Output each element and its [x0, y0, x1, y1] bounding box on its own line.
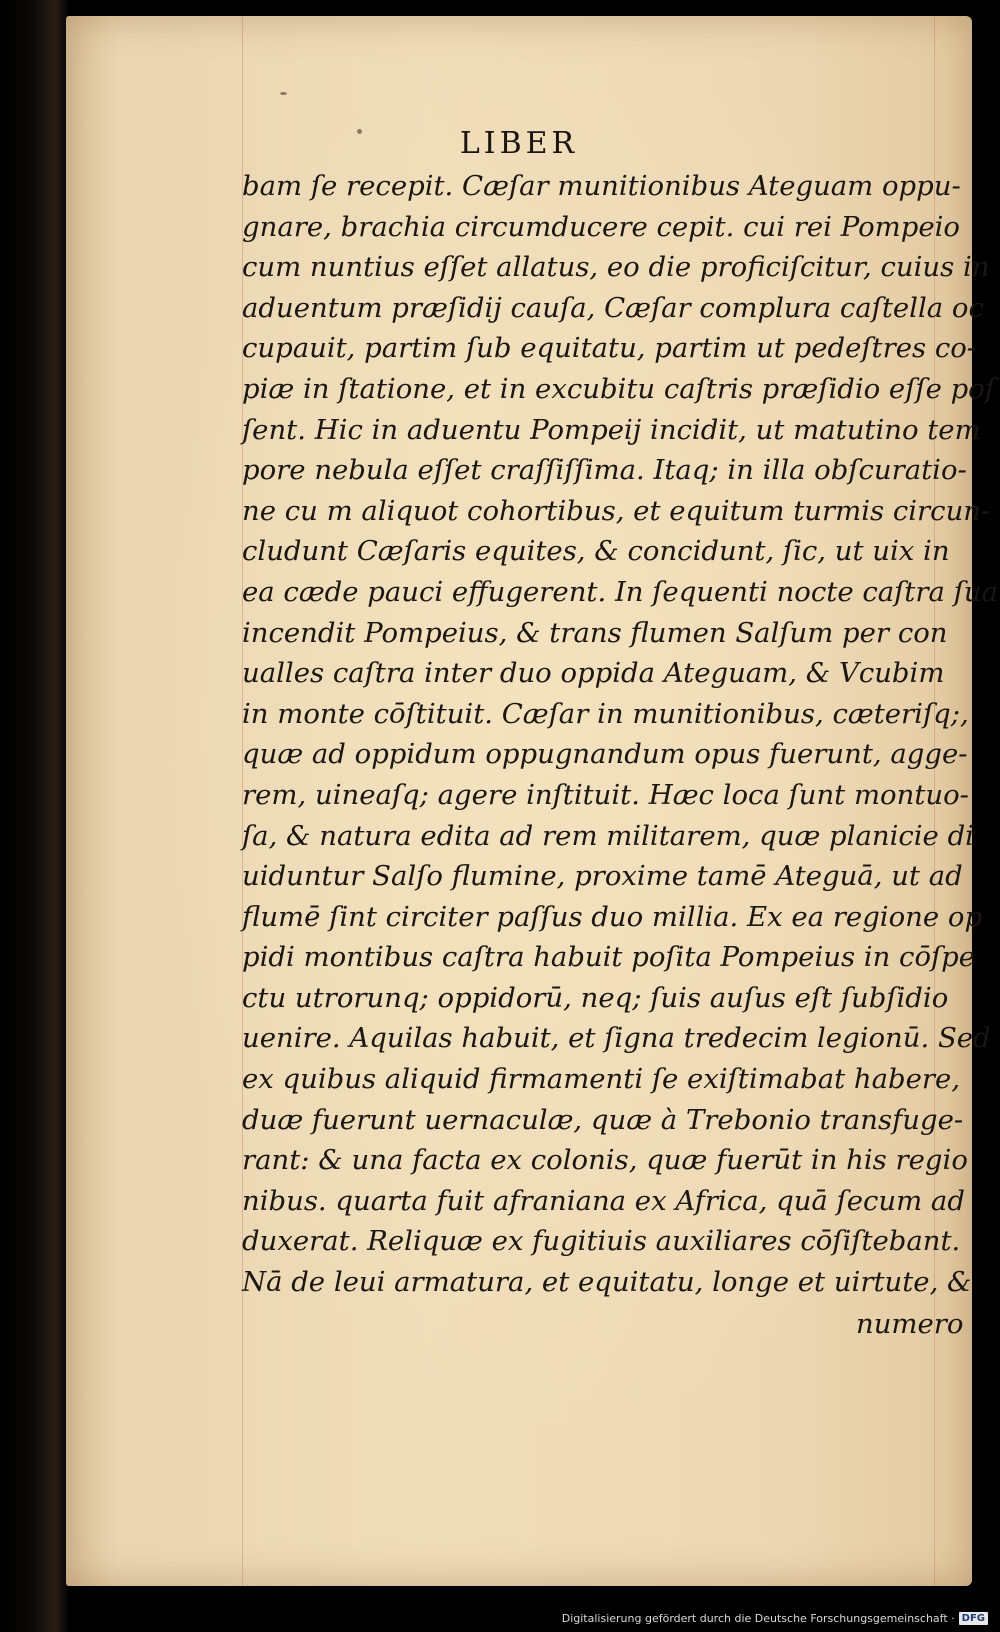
- text-line: ne cu m aliquot cohortibus, et equitum turmis circun-: [242, 494, 991, 527]
- text-line: ſa, & natura edita ad rem militarem, quæ planicie di: [242, 819, 974, 852]
- text-line: uenire. Aquilas habuit, et ſigna tredecim legionū. Sed: [242, 1022, 991, 1055]
- text-line: cupauit, partim ſub equitatu, partim ut pedeſtres co-: [242, 332, 977, 365]
- running-head: LIBER: [459, 126, 579, 161]
- text-line: ea cæde pauci effugerent. In ſequenti nocte caſtra ſua: [242, 575, 998, 608]
- text-line: cludunt Cæſaris equites, & concidunt, ſic, ut uix in: [242, 535, 950, 568]
- dfg-logo: DFG: [959, 1612, 988, 1625]
- text-line: rant: & una facta ex colonis, quæ fuerūt in his regio: [242, 1144, 968, 1177]
- text-line: duæ fuerunt uernaculæ, quæ à Trebonio transfuge-: [242, 1103, 964, 1136]
- text-line: cum nuntius eſſet allatus, eo die proficiſcitur, cuius in: [242, 251, 990, 284]
- text-line: bam ſe recepit. Cæſar munitionibus Ateguam oppu-: [242, 170, 961, 202]
- text-line: piæ in ſtatione, et in excubitu caſtris præſidio eſſe poſ: [242, 372, 995, 405]
- text-line: quæ ad oppidum oppugnandum opus fuerunt, agge-: [242, 738, 968, 771]
- text-line: flumē ſint circiter paſſus duo millia. Ex ea regione op: [242, 900, 983, 933]
- text-line: nibus. quarta fuit afraniana ex Africa, quā ſecum ad: [242, 1184, 965, 1217]
- text-line: in monte cōſtituit. Cæſar in munitionibus, cæteriſq;,: [242, 697, 969, 730]
- digitization-credit: [562, 1612, 988, 1625]
- text-line: pore nebula eſſet craſſiſſima. Itaq; in illa obſcuratio-: [242, 454, 967, 487]
- text-line: ctu utrorunq; oppidorū, neq; ſuis auſus eſt ſubſidio: [242, 981, 949, 1014]
- catchword: numero: [856, 1308, 964, 1340]
- text-line: aduentum præſidij cauſa, Cæſar complura caſtella oc: [242, 291, 984, 324]
- text-line: gnare, brachia circumducere cepit. cui rei Pompeio: [242, 210, 960, 243]
- text-line: incendit Pompeius, & trans flumen Salſum per con: [242, 616, 948, 649]
- text-line: Nā de leui armatura, et equitatu, longe et uirtute, &: [242, 1266, 972, 1299]
- text-line: rem, uineaſq; agere inſtituit. Hæc loca ſunt montuo-: [242, 778, 969, 811]
- body-text: [242, 166, 998, 1303]
- text-line: duxerat. Reliquæ ex fugitiuis auxiliares cōſiſtebant.: [242, 1225, 961, 1258]
- text-line: pidi montibus caſtra habuit poſita Pompeius in cōſpe: [242, 941, 976, 974]
- ink-speck: [280, 92, 287, 95]
- text-line: uiduntur Salſo flumine, proxime tamē Ateguā, ut ad: [242, 860, 963, 893]
- book-page: [66, 16, 998, 1586]
- credit-text: Digitalisierung gefördert durch die Deutsche Forschungsgemeinschaft ·: [561, 1612, 955, 1625]
- text-line: ex quibus aliquid firmamenti ſe exiſtimabat habere,: [242, 1063, 961, 1096]
- text-line: ualles caſtra inter duo oppida Ateguam, & Vcubim: [242, 657, 945, 690]
- text-line: ſent. Hic in aduentu Pompeij incidit, ut matutino tem: [242, 413, 981, 446]
